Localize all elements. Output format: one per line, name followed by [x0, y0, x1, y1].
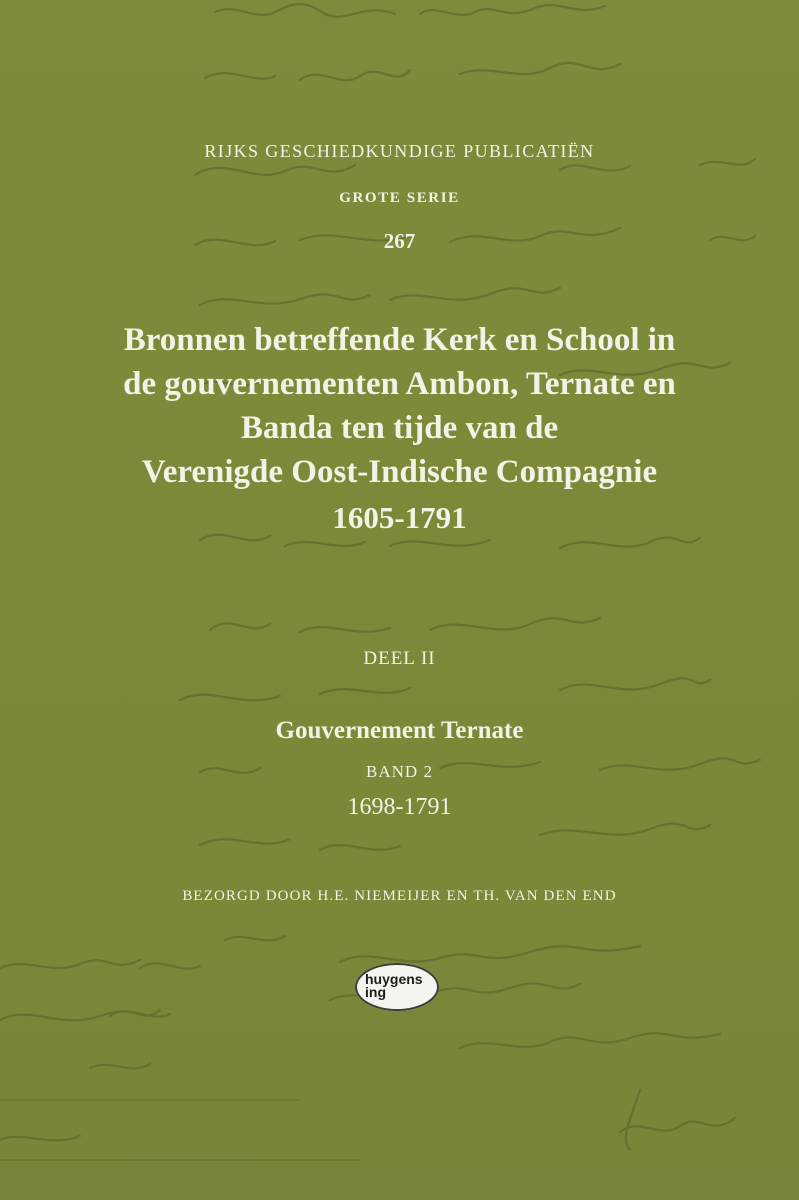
logo-line: ing: [365, 984, 386, 1000]
series-title: RIJKS GESCHIEDKUNDIGE PUBLICATIËN: [204, 141, 595, 161]
series-subtitle: GROTE SERIE: [339, 190, 460, 206]
part-label: DEEL II: [363, 648, 436, 669]
title-line: Verenigde Oost-Indische Compagnie: [141, 454, 658, 490]
logo-line: huygens: [365, 971, 423, 987]
huygens-ing-logo: [355, 963, 439, 1011]
title-line: Bronnen betreffende Kerk en School in: [123, 322, 676, 358]
title-line: Banda ten tijde van de: [240, 410, 559, 446]
editors-credit: BEZORGD DOOR H.E. NIEMEIJER EN TH. VAN DEN END: [182, 888, 617, 904]
title-years: 1605-1791: [332, 500, 467, 535]
book-title: [0, 318, 799, 494]
title-line: de gouvernementen Ambon, Ternate en: [123, 366, 676, 402]
volume-label: BAND 2: [366, 762, 433, 781]
series-number: 267: [383, 229, 416, 253]
part-title: Gouvernement Ternate: [275, 717, 524, 744]
volume-years: 1698-1791: [347, 794, 452, 820]
logo-text: [365, 973, 423, 999]
